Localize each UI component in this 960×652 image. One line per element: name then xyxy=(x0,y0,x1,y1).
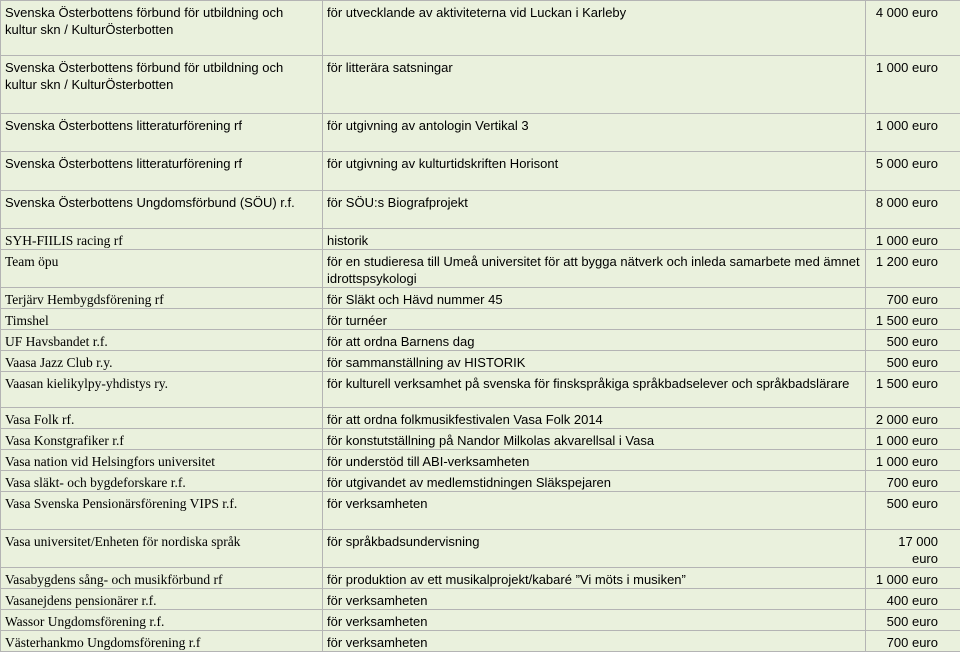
purpose-cell: för verksamheten xyxy=(323,589,866,610)
amount-cell: 2 000 euro xyxy=(866,408,960,429)
table-row xyxy=(1,610,960,631)
organization-cell: Vasa Svenska Pensionärsförening VIPS r.f. xyxy=(1,492,323,530)
amount-cell: 700 euro xyxy=(866,471,960,492)
purpose-cell: för understöd till ABI-verksamheten xyxy=(323,450,866,471)
purpose-cell: för utgivandet av medlemstidningen Släkspejaren xyxy=(323,471,866,492)
table-row xyxy=(1,191,960,229)
table-row xyxy=(1,56,960,114)
purpose-cell: för verksamheten xyxy=(323,492,866,530)
purpose-cell: för en studieresa till Umeå universitet för att bygga nätverk och inleda samarbete med ämnet idrottspsykologi xyxy=(323,250,866,288)
table-row xyxy=(1,492,960,530)
organization-cell: Vasa universitet/Enheten för nordiska språk xyxy=(1,530,323,568)
table-row xyxy=(1,152,960,191)
organization-cell: Vasabygdens sång- och musikförbund rf xyxy=(1,568,323,589)
table-row xyxy=(1,471,960,492)
purpose-cell: för konstutställning på Nandor Milkolas akvarellsal i Vasa xyxy=(323,429,866,450)
table-row xyxy=(1,568,960,589)
organization-cell: Vasa nation vid Helsingfors universitet xyxy=(1,450,323,471)
amount-cell: 1 000 euro xyxy=(866,429,960,450)
amount-cell: 1 000 euro xyxy=(866,229,960,250)
amount-cell: 4 000 euro xyxy=(866,1,960,56)
amount-cell: 1 000 euro xyxy=(866,56,960,114)
organization-cell: Svenska Österbottens litteraturförening rf xyxy=(1,152,323,191)
organization-cell: Team öpu xyxy=(1,250,323,288)
purpose-cell: för litterära satsningar xyxy=(323,56,866,114)
purpose-cell: för SÖU:s Biografprojekt xyxy=(323,191,866,229)
purpose-cell: för turnéer xyxy=(323,309,866,330)
amount-cell: 1 000 euro xyxy=(866,450,960,471)
table-row xyxy=(1,288,960,309)
organization-cell: Vasa Konstgrafiker r.f xyxy=(1,429,323,450)
table-row xyxy=(1,229,960,250)
purpose-cell: för språkbadsundervisning xyxy=(323,530,866,568)
table-row xyxy=(1,372,960,408)
amount-cell: 1 000 euro xyxy=(866,568,960,589)
table-row xyxy=(1,114,960,152)
purpose-cell: för att ordna folkmusikfestivalen Vasa Folk 2014 xyxy=(323,408,866,429)
purpose-cell: för utvecklande av aktiviteterna vid Luckan i Karleby xyxy=(323,1,866,56)
amount-cell: 1 500 euro xyxy=(866,372,960,408)
organization-cell: Wassor Ungdomsförening r.f. xyxy=(1,610,323,631)
purpose-cell: för utgivning av kulturtidskriften Horisont xyxy=(323,152,866,191)
purpose-cell: för Släkt och Hävd nummer 45 xyxy=(323,288,866,309)
amount-cell: 500 euro xyxy=(866,351,960,372)
table-row xyxy=(1,631,960,652)
table-row xyxy=(1,450,960,471)
table-row xyxy=(1,429,960,450)
organization-cell: Svenska Österbottens förbund för utbildning och kultur skn / KulturÖsterbotten xyxy=(1,1,323,56)
amount-cell: 8 000 euro xyxy=(866,191,960,229)
organization-cell: Vasa släkt- och bygdeforskare r.f. xyxy=(1,471,323,492)
purpose-cell: för produktion av ett musikalprojekt/kabaré ”Vi möts i musiken” xyxy=(323,568,866,589)
organization-cell: Vasa Folk rf. xyxy=(1,408,323,429)
organization-cell: Svenska Österbottens förbund för utbildning och kultur skn / KulturÖsterbotten xyxy=(1,56,323,114)
amount-cell: 1 500 euro xyxy=(866,309,960,330)
purpose-cell: för att ordna Barnens dag xyxy=(323,330,866,351)
organization-cell: Svenska Österbottens Ungdomsförbund (SÖU) r.f. xyxy=(1,191,323,229)
amount-cell: 500 euro xyxy=(866,610,960,631)
table-row xyxy=(1,589,960,610)
purpose-cell: historik xyxy=(323,229,866,250)
amount-cell: 5 000 euro xyxy=(866,152,960,191)
organization-cell: Vaasa Jazz Club r.y. xyxy=(1,351,323,372)
amount-cell: 700 euro xyxy=(866,631,960,652)
amount-cell: 17 000 euro xyxy=(866,530,960,568)
table-row xyxy=(1,1,960,56)
organization-cell: Timshel xyxy=(1,309,323,330)
organization-cell: Vasanejdens pensionärer r.f. xyxy=(1,589,323,610)
organization-cell: Västerhankmo Ungdomsförening r.f xyxy=(1,631,323,652)
amount-cell: 500 euro xyxy=(866,492,960,530)
table-row xyxy=(1,309,960,330)
table-row xyxy=(1,330,960,351)
organization-cell: Terjärv Hembygdsförening rf xyxy=(1,288,323,309)
amount-cell: 400 euro xyxy=(866,589,960,610)
table-row xyxy=(1,351,960,372)
purpose-cell: för verksamheten xyxy=(323,610,866,631)
table-row xyxy=(1,530,960,568)
amount-cell: 1 200 euro xyxy=(866,250,960,288)
table-row xyxy=(1,408,960,429)
amount-cell: 500 euro xyxy=(866,330,960,351)
organization-cell: Vaasan kielikylpy-yhdistys ry. xyxy=(1,372,323,408)
organization-cell: SYH-FIILIS racing rf xyxy=(1,229,323,250)
purpose-cell: för sammanställning av HISTORIK xyxy=(323,351,866,372)
purpose-cell: för kulturell verksamhet på svenska för finskspråkiga språkbadselever och språkbadslärare xyxy=(323,372,866,408)
purpose-cell: för verksamheten xyxy=(323,631,866,652)
amount-cell: 700 euro xyxy=(866,288,960,309)
table-row xyxy=(1,250,960,288)
organization-cell: Svenska Österbottens litteraturförening rf xyxy=(1,114,323,152)
amount-cell: 1 000 euro xyxy=(866,114,960,152)
organization-cell: UF Havsbandet r.f. xyxy=(1,330,323,351)
purpose-cell: för utgivning av antologin Vertikal 3 xyxy=(323,114,866,152)
